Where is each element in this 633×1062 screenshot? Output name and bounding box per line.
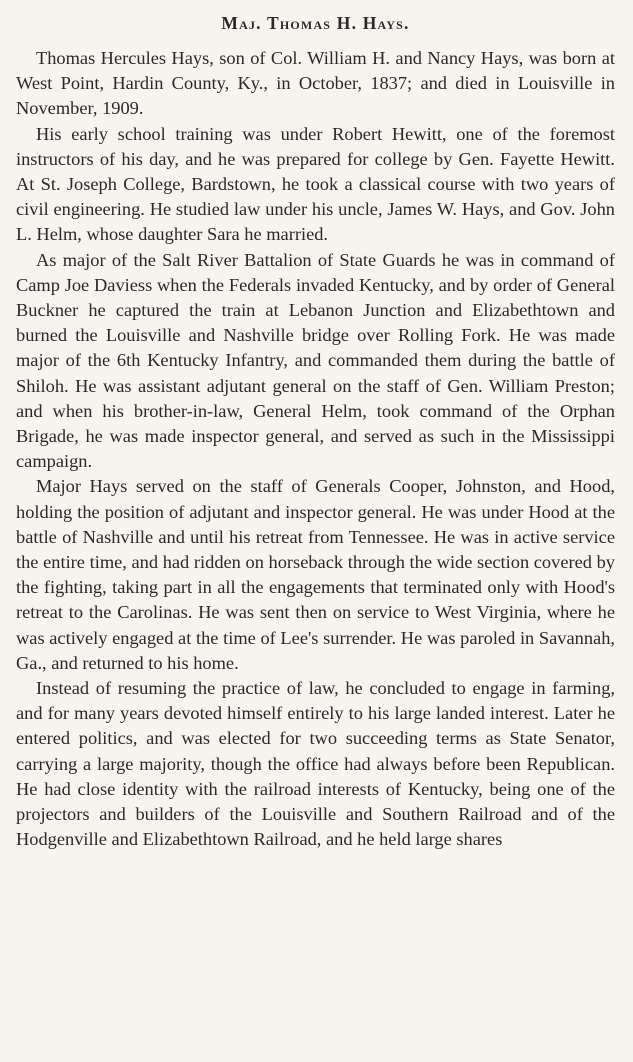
paragraph-later-life: Instead of resuming the practice of law, he concluded to engage in farming, and for many years devoted himself entirely to his large landed interest. Later he entered politics, and was elected for two succeeding terms as State Senator, carrying a large majority, though the office had always before been Republican. He had close identity with the railroad interests of Kentucky, being one of the projectors and builders of the Louisville and Southern Railroad and of the Hodgenville and Elizabethtown Railroad, and he held large shares [16, 678, 615, 850]
page-title: Maj. Thomas H. Hays. [221, 13, 410, 33]
paragraph-staff-service: Major Hays served on the staff of Generals Cooper, Johnston, and Hood, holding the position of adjutant and inspector general. He was under Hood at the battle of Nashville and until his retreat from Tennessee. He was in active service the entire time, and had ridden on horseback through the wide section covered by the fighting, taking part in all the engagements that terminated only with Hood's retreat to the Carolinas. He was sent then on service to West Virginia, where he was actively engaged at the time of Lee's surrender. He was paroled in Savannah, Ga., and returned to his home. [16, 476, 615, 673]
paragraph-military-command: As major of the Salt River Battalion of State Guards he was in command of Camp Joe Daviess when the Federals invaded Kentucky, and by order of General Buckner he captured the train at Lebanon Junction and Elizabethtown and burned the Louisville and Nashville bridge over Rolling Fork. He was made major of the 6th Kentucky Infantry, and commanded them during the battle of Shiloh. He was assistant adjutant general on the staff of Gen. William Preston; and when his brother-in-law, General Helm, took command of the Orphan Brigade, he was made inspector general, and served as such in the Mississippi campaign. [16, 249, 615, 472]
paragraph-birth: Thomas Hercules Hays, son of Col. William H. and Nancy Hays, was born at West Point, Hardin County, Ky., in October, 1837; and died in Louisville in November, 1909. [16, 48, 615, 119]
paragraph-education: His early school training was under Robert Hewitt, one of the foremost instructors of his day, and he was prepared for college by Gen. Fayette Hewitt. At St. Joseph College, Bardstown, he took a classical course with two years of civil engineering. He studied law under his uncle, James W. Hays, and Gov. John L. Helm, whose daughter Sara he married. [16, 123, 615, 245]
